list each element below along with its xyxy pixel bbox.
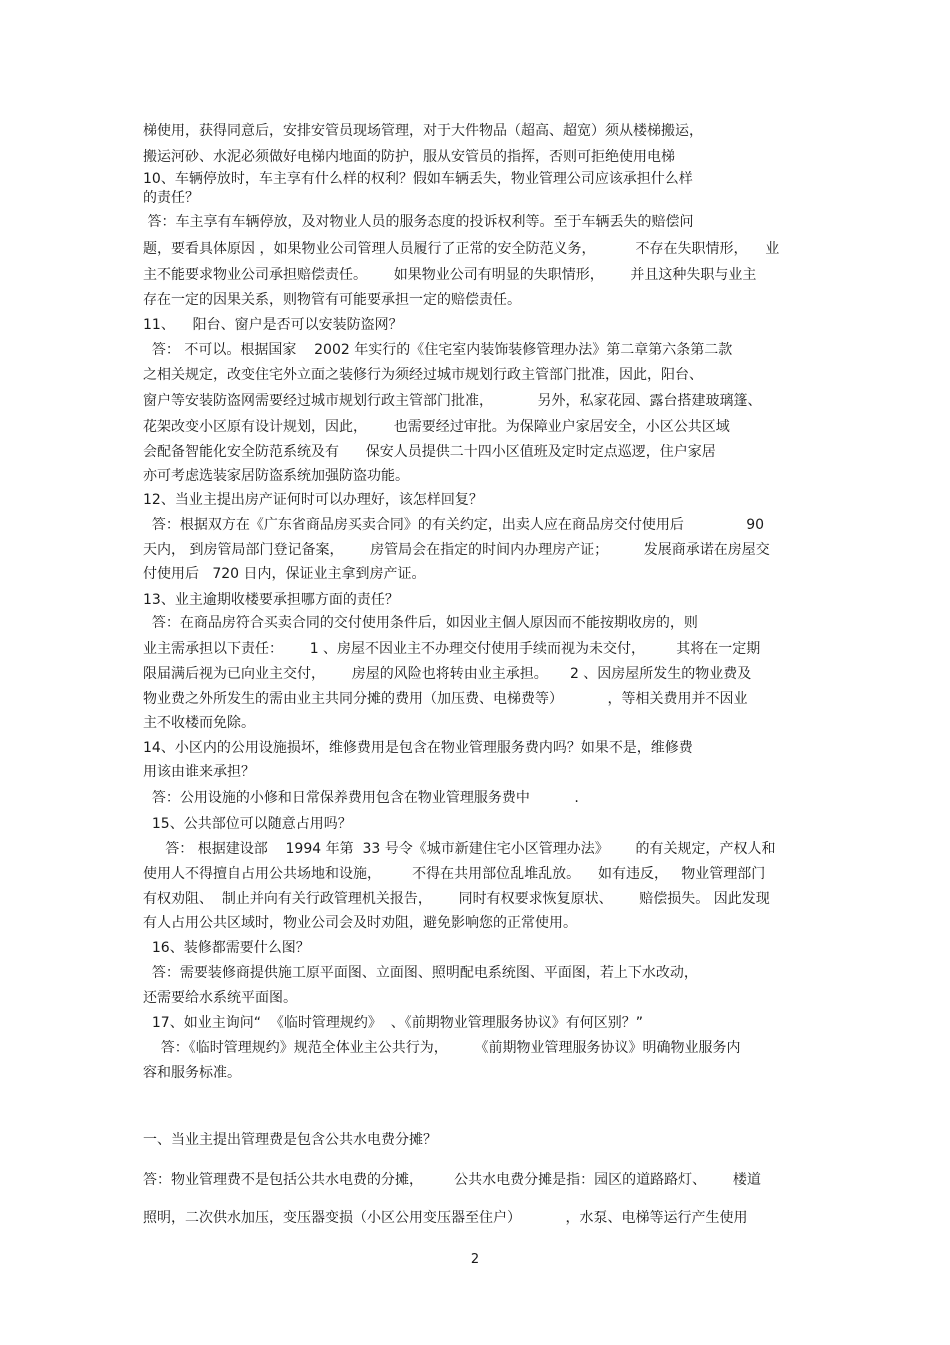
- text-line: 的责任？: [143, 190, 199, 206]
- text-line: 答： 不可以。根据国家 2002 年实行的《住宅室内装饰装修管理办法》第二章第六条第二款: [143, 342, 733, 358]
- text-line: 答：公用设施的小修和日常保养费用包含在物业管理服务费中 .: [143, 790, 579, 806]
- text-line: 业主需承担以下责任： 1 、房屋不因业主不办理交付使用手续而视为未交付， 其将在一定期: [143, 641, 761, 657]
- text-line: 主不能要求物业公司承担赔偿责任。 如果物业公司有明显的失职情形， 并且这种失职与业主: [143, 267, 757, 283]
- text-line: 亦可考虑选装家居防盗系统加强防盗功能。: [143, 468, 409, 484]
- text-line: 11、 阳台、窗户是否可以安装防盗网？: [143, 317, 403, 333]
- text-line: 天内， 到房管局部门登记备案， 房管局会在指定的时间内办理房产证； 发展商承诺在房屋交: [143, 542, 770, 558]
- text-line: 答：需要装修商提供施工原平面图、立面图、照明配电系统图、平面图，若上下水改动，: [143, 965, 698, 981]
- text-line: 物业费之外所发生的需由业主共同分摊的费用（加压费、电梯费等） ，等相关费用并不因业: [143, 691, 748, 707]
- text-line: 13、业主逾期收楼要承担哪方面的责任？: [143, 592, 399, 608]
- text-line: 16、装修都需要什么图？: [143, 940, 310, 956]
- text-line: 答：在商品房符合买卖合同的交付使用条件后，如因业主個人原因而不能按期收房的，则: [143, 615, 698, 631]
- text-line: 题，要看具体原因 ，如果物业公司管理人员履行了正常的安全防范义务， 不存在失职情形， 业: [143, 241, 780, 257]
- text-line: 10、车辆停放时，车主享有什么样的权利？假如车辆丢失，物业管理公司应该承担什么样: [143, 171, 693, 187]
- text-line: 花架改变小区原有设计规划，因此， 也需要经过审批。为保障业户家居安全，小区公共区域: [143, 419, 730, 435]
- text-line: 一、当业主提出管理费是包含公共水电费分摊？: [143, 1132, 437, 1148]
- text-line: 存在一定的因果关系，则物管有可能要承担一定的赔偿责任。: [143, 292, 521, 308]
- text-line: 使用人不得擅自占用公共场地和设施， 不得在共用部位乱堆乱放。 如有违反， 物业管理部门: [143, 866, 766, 882]
- text-line: 搬运河砂、水泥必须做好电梯内地面的防护，服从安管员的指挥，否则可拒绝使用电梯: [143, 149, 675, 165]
- text-line: 15、公共部位可以随意占用吗？: [143, 816, 352, 832]
- text-line: 照明，二次供水加压，变压器变损（小区公用变压器至住户） ，水泵、电梯等运行产生使用: [143, 1210, 748, 1226]
- text-line: 窗户等安装防盗网需要经过城市规划行政主管部门批准， 另外，私家花园、露台搭建玻璃篷、: [143, 393, 762, 409]
- text-line: 答：车主享有车辆停放，及对物业人员的服务态度的投诉权利等。至于车辆丢失的赔偿问: [143, 214, 694, 230]
- text-line: 有人占用公共区域时，物业公司会及时劝阻，避免影响您的正常使用。: [143, 915, 577, 931]
- text-line: 用该由谁来承担？: [143, 764, 255, 780]
- text-line: 还需要给水系统平面图。: [143, 990, 297, 1006]
- text-line: 容和服务标准。: [143, 1065, 241, 1081]
- text-line: 之相关规定，改变住宅外立面之装修行为须经过城市规划行政主管部门批准，因此，阳台、: [143, 367, 703, 383]
- text-line: 17、如业主询问“ 《临时管理规约》 、《前期物业管理服务协议》有何区别？”: [143, 1015, 644, 1031]
- text-line: 有权劝阻、 制止并向有关行政管理机关报告， 同时有权要求恢复原状、 赔偿损失。 因此发现: [143, 891, 770, 907]
- text-line: 14、小区内的公用设施损坏，维修费用是包含在物业管理服务费内吗？如果不是，维修费: [143, 740, 693, 756]
- text-line: 答： 根据建设部 1994 年第 33 号令《城市新建住宅小区管理办法》 的有关规定，产权人和: [143, 841, 776, 857]
- page-number: 2: [470, 1252, 480, 1267]
- text-line: 梯使用，获得同意后，安排安管员现场管理，对于大件物品（超高、超宽）须从楼梯搬运，: [143, 123, 703, 139]
- text-line: 限届满后视为已向业主交付， 房屋的风险也将转由业主承担。 2 、因房屋所发生的物业费及: [143, 666, 752, 682]
- text-line: 答：物业管理费不是包括公共水电费的分摊， 公共水电费分摊是指：园区的道路路灯、 楼道: [143, 1172, 761, 1188]
- text-line: 付使用后 720 日内，保证业主拿到房产证。: [143, 566, 426, 582]
- text-line: 答：《临时管理规约》规范全体业主公共行为， 《前期物业管理服务协议》明确物业服务内: [143, 1040, 741, 1056]
- text-line: 12、当业主提出房产证何时可以办理好，该怎样回复？: [143, 492, 483, 508]
- text-line: 会配备智能化安全防范系统及有 保安人员提供二十四小区值班及定时定点巡逻，住户家居: [143, 444, 716, 460]
- text-line: 主不收楼而免除。: [143, 715, 255, 731]
- text-line: 答：根据双方在《广东省商品房买卖合同》的有关约定，出卖人应在商品房交付使用后 90: [143, 517, 765, 533]
